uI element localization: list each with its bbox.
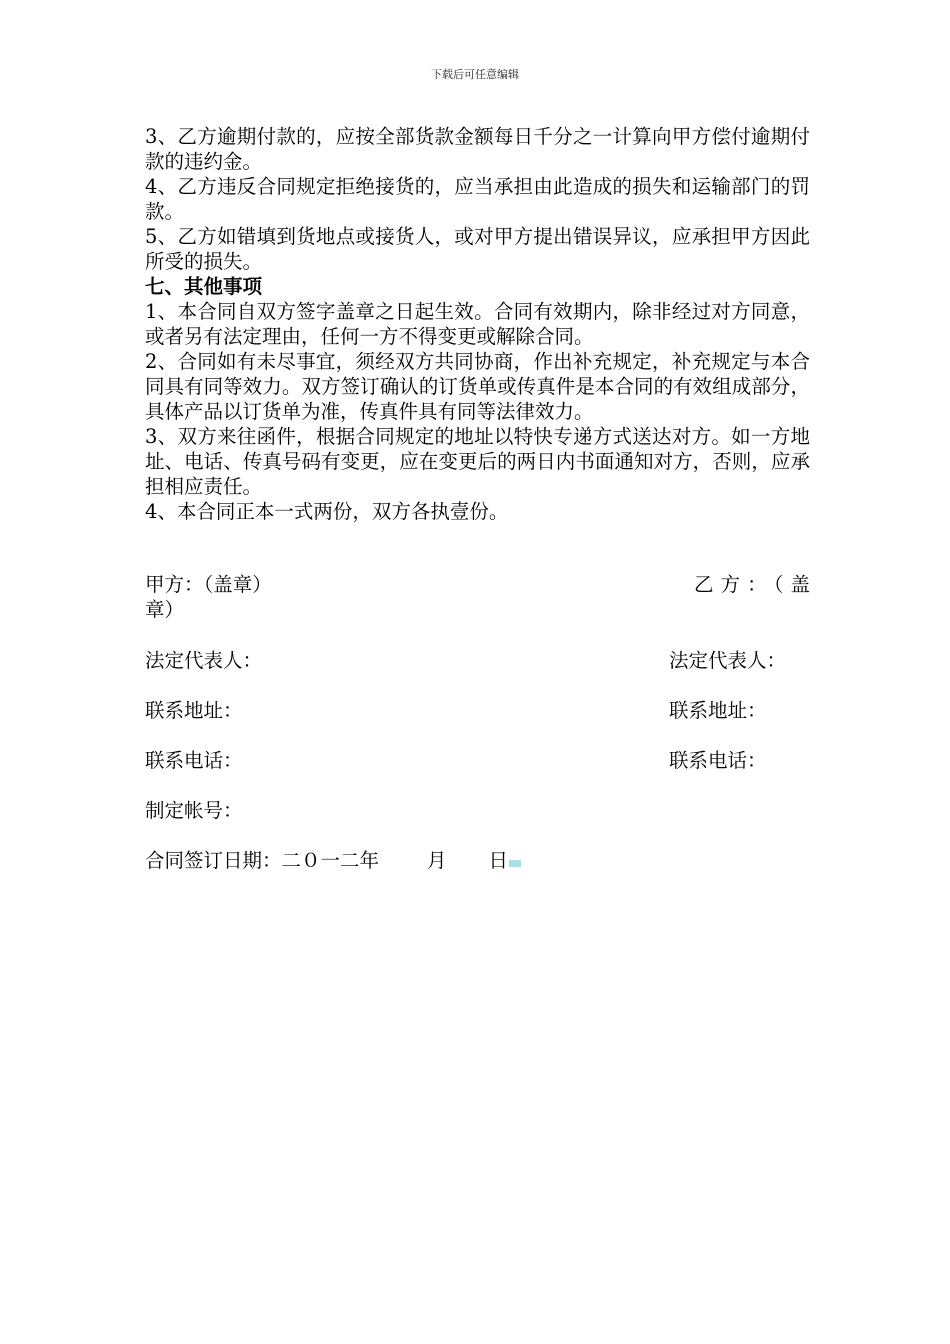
party-b-phone: 联系电话：: [669, 749, 767, 772]
party-a-label: 甲方：（盖章）: [145, 573, 272, 596]
clause-paragraph: 4、乙方违反合同规定拒绝接货的，应当承担由此造成的损失和运输部门的罚款。: [145, 175, 810, 223]
party-b-address: 联系地址：: [669, 699, 767, 722]
clause-paragraph: 5、乙方如错填到货地点或接货人，或对甲方提出错误异议，应承担甲方因此所受的损失。: [145, 225, 810, 273]
section-heading: 七、其他事项: [145, 275, 263, 298]
signing-date-day: 日: [488, 849, 509, 872]
clause-paragraph: 1、本合同自双方签字盖章之日起生效。合同有效期内，除非经过对方同意，或者另有法定理由，任何一方不得变更或解除合同。: [145, 300, 810, 348]
text-cursor-highlight: [509, 860, 521, 867]
signing-date-label: 合同签订日期：二０一二年: [145, 849, 380, 872]
party-a-representative: 法定代表人：: [145, 649, 263, 672]
party-b-label-wrap: 章）: [145, 598, 185, 621]
date-row: [145, 848, 810, 873]
address-row: [145, 698, 810, 723]
representative-row: [145, 648, 810, 673]
clause-paragraph: 4、本合同正本一式两份，双方各执壹份。: [145, 500, 509, 523]
clause-paragraph: 3、乙方逾期付款的，应按全部货款金额每日千分之一计算向甲方偿付逾期付款的违约金。: [145, 125, 810, 173]
party-row: [145, 572, 810, 622]
party-a-address: 联系地址：: [145, 699, 243, 722]
phone-row: [145, 748, 810, 773]
party-b-representative: 法定代表人：: [669, 649, 787, 672]
clause-paragraph: 2、合同如有未尽事宜，须经双方共同协商，作出补充规定，补充规定与本合同具有同等效力。双方签订确认的订货单或传真件是本合同的有效组成部分，具体产品以订货单为准，传真件具有同等法律效力。: [145, 350, 810, 423]
account-label: 制定帐号：: [145, 799, 243, 822]
party-a-phone: 联系电话：: [145, 749, 243, 772]
account-row: [145, 798, 810, 823]
signing-date-month: 月: [427, 849, 447, 872]
clause-paragraph: 3、双方来往函件，根据合同规定的地址以特快专递方式送达对方。如一方地址、电话、传真号码有变更，应在变更后的两日内书面通知对方，否则，应承担相应责任。: [145, 425, 810, 498]
party-b-label: 乙方：（盖: [694, 573, 810, 596]
contract-body: [145, 124, 810, 524]
page-header: 下载后可任意编辑: [431, 68, 519, 81]
signing-date: [145, 848, 521, 873]
